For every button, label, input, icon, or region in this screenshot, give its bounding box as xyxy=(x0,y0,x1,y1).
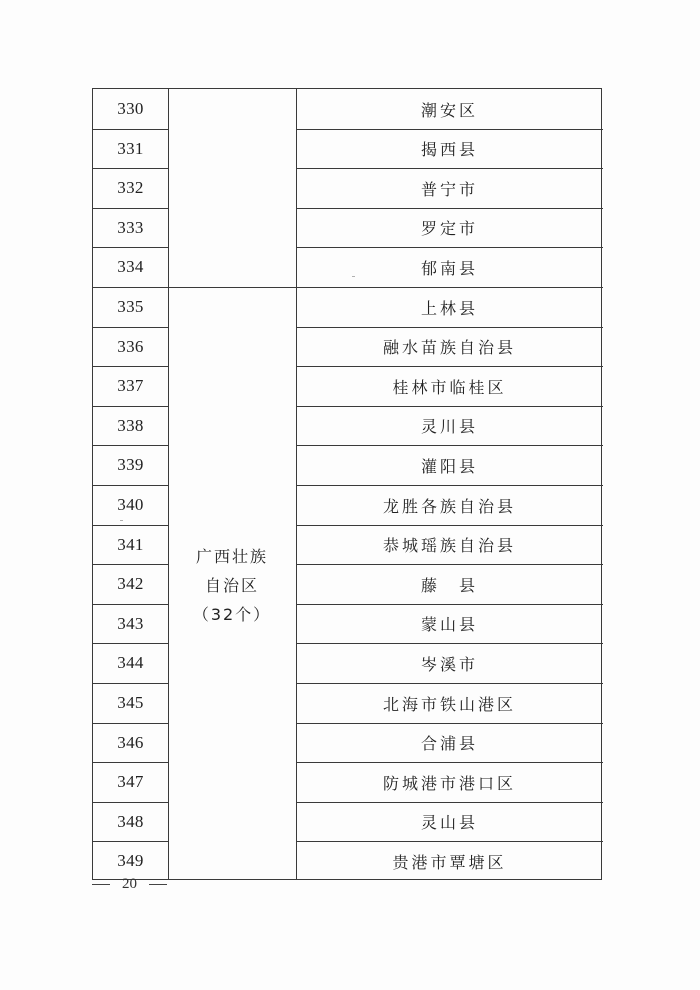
row-divider xyxy=(296,841,603,842)
table-row xyxy=(93,445,601,485)
county-name: 岑溪市 xyxy=(420,654,478,674)
county-name: 揭西县 xyxy=(420,140,478,160)
row-number: 345 xyxy=(117,693,144,712)
county-name: 藤 县 xyxy=(420,575,478,595)
province-name-line1: 广西壮族 xyxy=(195,546,268,566)
county-name: 郁南县 xyxy=(420,258,478,278)
table-row xyxy=(93,168,601,208)
county-name: 潮安区 xyxy=(420,100,478,120)
row-divider xyxy=(296,287,603,288)
county-name: 合浦县 xyxy=(420,734,478,754)
row-divider xyxy=(296,683,603,684)
row-divider xyxy=(93,129,168,130)
row-divider xyxy=(93,525,168,526)
row-number: 344 xyxy=(117,653,144,673)
row-divider xyxy=(93,327,168,328)
footer-dash-left xyxy=(92,884,110,885)
county-name: 普宁市 xyxy=(420,179,478,199)
row-divider xyxy=(93,683,168,684)
row-number: 347 xyxy=(117,772,144,792)
county-name: 灵山县 xyxy=(420,813,478,833)
county-table xyxy=(92,88,602,880)
row-divider xyxy=(93,604,168,605)
county-name: 蒙山县 xyxy=(420,615,478,635)
row-divider xyxy=(93,247,168,248)
county-name: 灵川县 xyxy=(420,417,478,437)
table-row xyxy=(93,247,601,287)
row-divider xyxy=(93,406,168,407)
table-row xyxy=(93,287,601,327)
row-number: 346 xyxy=(117,732,144,752)
row-divider xyxy=(93,445,168,446)
row-divider xyxy=(296,208,603,209)
row-divider xyxy=(296,129,603,130)
county-name: 恭城瑶族自治县 xyxy=(382,536,516,556)
table-row xyxy=(93,406,601,446)
row-divider xyxy=(296,525,603,526)
row-number: 337 xyxy=(117,376,144,396)
row-divider xyxy=(296,406,603,407)
county-name: 北海市铁山港区 xyxy=(382,694,516,714)
row-number: 339 xyxy=(117,455,144,475)
row-divider xyxy=(296,168,603,169)
county-name: 灌阳县 xyxy=(420,456,478,476)
row-divider xyxy=(93,564,168,565)
county-name: 桂林市临桂区 xyxy=(392,377,507,397)
row-divider xyxy=(93,802,168,803)
row-divider xyxy=(296,604,603,605)
row-divider xyxy=(93,723,168,724)
row-divider xyxy=(93,168,168,169)
county-name: 龙胜各族自治县 xyxy=(382,496,516,516)
row-divider xyxy=(296,802,603,803)
scan-speck xyxy=(352,276,355,277)
county-name: 贵港市覃塘区 xyxy=(392,852,507,872)
row-number: 336 xyxy=(117,336,144,356)
county-name: 罗定市 xyxy=(420,219,478,239)
table-row xyxy=(93,525,601,565)
row-number: 335 xyxy=(117,297,144,316)
table-row xyxy=(93,89,601,129)
row-divider xyxy=(296,643,603,644)
row-divider xyxy=(93,485,168,486)
county-name: 上林县 xyxy=(420,298,478,318)
table-row xyxy=(93,762,601,802)
row-divider xyxy=(296,445,603,446)
row-divider xyxy=(296,723,603,724)
table-row xyxy=(93,327,601,367)
row-divider xyxy=(296,564,603,565)
row-divider xyxy=(296,366,603,367)
province-divider xyxy=(168,287,296,288)
row-number: 332 xyxy=(117,178,144,198)
table-row xyxy=(93,129,601,169)
province-count: （32个） xyxy=(192,604,272,624)
row-divider xyxy=(296,327,603,328)
row-divider xyxy=(296,762,603,763)
row-number: 348 xyxy=(117,811,144,831)
row-divider xyxy=(93,366,168,367)
table-row xyxy=(93,208,601,248)
scan-speck xyxy=(120,520,123,521)
row-divider xyxy=(93,287,168,288)
row-number: 334 xyxy=(117,257,144,277)
row-divider xyxy=(93,643,168,644)
row-divider xyxy=(296,485,603,486)
table-row xyxy=(93,841,601,881)
page-number: 20 xyxy=(122,876,137,892)
county-name: 融水苗族自治县 xyxy=(382,338,516,358)
table-row xyxy=(93,564,601,604)
table-row xyxy=(93,604,601,644)
row-number: 330 xyxy=(117,99,144,118)
row-divider xyxy=(93,208,168,209)
row-number: 340 xyxy=(117,495,144,514)
table-row xyxy=(93,485,601,525)
row-number: 341 xyxy=(117,534,144,554)
row-divider xyxy=(93,762,168,763)
row-number: 342 xyxy=(117,574,144,594)
table-row xyxy=(93,643,601,683)
row-number: 331 xyxy=(117,138,144,158)
row-divider xyxy=(296,247,603,248)
page-footer xyxy=(92,876,167,893)
county-name: 防城港市港口区 xyxy=(382,773,516,793)
table-row xyxy=(93,683,601,723)
table-row xyxy=(93,802,601,842)
province-name-line2: 自治区 xyxy=(204,575,259,595)
footer-dash-right xyxy=(149,884,167,885)
row-number: 349 xyxy=(117,851,144,871)
row-number: 333 xyxy=(117,217,144,237)
table-row xyxy=(93,366,601,406)
table-row xyxy=(93,723,601,763)
row-number: 338 xyxy=(117,415,144,435)
row-number: 343 xyxy=(117,613,144,633)
row-divider xyxy=(93,841,168,842)
